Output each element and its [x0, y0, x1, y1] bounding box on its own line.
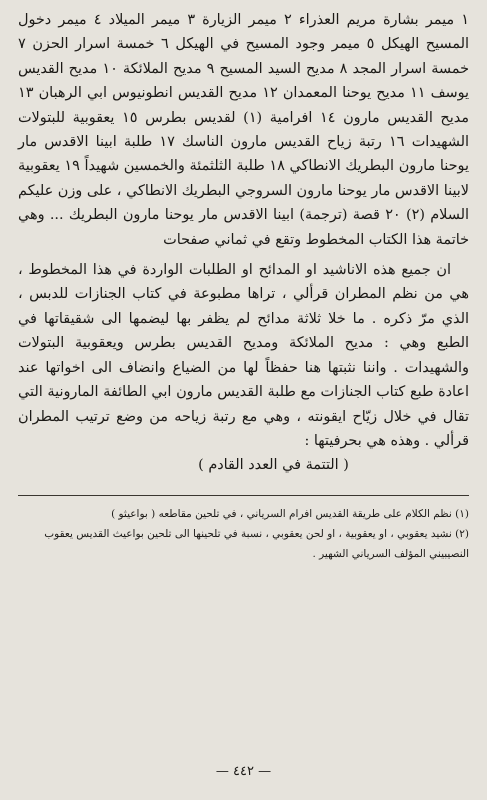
- footnote-divider: [18, 495, 469, 496]
- continued-note: ( التتمة في العدد القادم ): [198, 457, 349, 474]
- footnote-2: (٢) نشيد يعقوبي ، او يعقوبية ، او لحن يعقوبي ، نسبة في تلحينها الى تلحين بواعيث القديس يعقوب النصيبيني المؤلف السرياني الشهير .: [44, 528, 469, 561]
- commentary-paragraph: ان جميع هذه الاناشيد او المدائح او الطلبات الواردة في هذا المخطوط ، هي من نظم المطران قرألي ، تراها مطبوعة في كتاب الجنازات للدبس ، الذي مرّ ذكره . ما خلا ثلاثة مدائح لم يظفر بها ليضمها الى شقيقاتها في الطبع وهي : مديح الملائكة ومديح القديس بطرس ويعقوبية البتولات والشهيدات . واننا نثبتها هنا حفظاً لها من الضياع وانضاف الى اخواتها عند اعادة طبع كتاب الجنازات مع طلبة القديس مارون ابي الطائفة المارونية التي تقال في خلال زيّاح ايقونته ، وهي مع رتبة زياحه من وضع ترتيب المطران قرألي . وهذه هي بحرفيتها :: [18, 262, 469, 449]
- footnotes: [18, 504, 469, 564]
- page-number: — ٤٤٢ —: [215, 764, 272, 779]
- list-paragraph: ١ ميمر بشارة مريم العذراء ٢ ميمر الزيارة ٣ ميمر الميلاد ٤ ميمر دخول المسيح الهيكل ٥ ميمر وجود المسيح في الهيكل ٦ خمسة اسرار الحزن ٧ خمسة اسرار المجد ٨ مديح السيد المسيح ٩ مديح الملائكة ١٠ مديح القديس يوسف ١١ مديح يوحنا المعمدان ١٢ مديح القديس انطونيوس ابي الرهبان ١٣ مديح القديس مارون ١٤ افرامية (١) لقديس بطرس ١٥ يعقوبية للبتولات الشهيدات ١٦ رتبة زياح القديس مارون الناسك ١٧ طلبة ابينا الاقدس مار يوحنا مارون البطريك الانطاكي ١٨ طلبة الثلثمئة والخمسين شهيداً ١٩ يعقوبية لابينا الاقدس مار يوحنا مارون السروجي البطريك الانطاكي ، على وزن عليكم السلام (٢) ٢٠ قصة (ترجمة) ابينا الاقدس مار يوحنا مارون البطريك ... وهي خاتمة هذا الكتاب المخطوط وتقع في ثماني صفحات: [18, 12, 470, 248]
- footnote-1: (١) نظم الكلام على طريقة القديس افرام السرياني ، في تلحين مقاطعه ( بواعيثو ): [111, 508, 469, 521]
